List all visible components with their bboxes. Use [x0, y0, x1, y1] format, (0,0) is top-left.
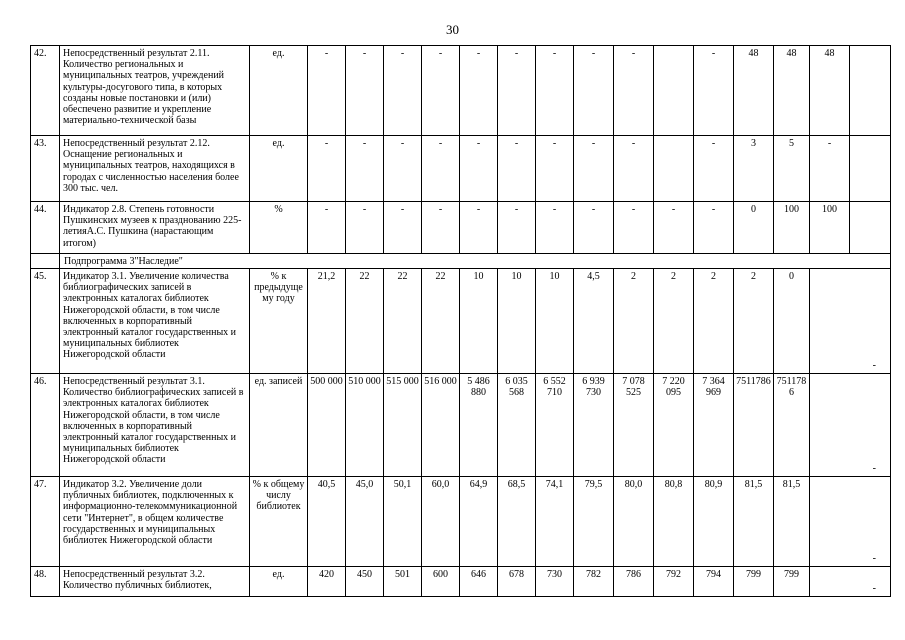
value-cell: -	[384, 202, 422, 254]
value-cell: 68,5	[498, 477, 536, 567]
row-number: 44.	[31, 202, 60, 254]
table-row	[31, 269, 891, 374]
row-number: 42.	[31, 46, 60, 136]
value-cell: -	[346, 136, 384, 202]
row-unit: % к общему числу библиотек	[250, 477, 308, 567]
value-cell: -	[346, 46, 384, 136]
table-row	[31, 567, 891, 597]
value-cell: -	[536, 46, 574, 136]
value-cell: -	[308, 202, 346, 254]
value-cell: 45,0	[346, 477, 384, 567]
value-cell: -	[460, 136, 498, 202]
table-row	[31, 477, 891, 567]
value-cell: 64,9	[460, 477, 498, 567]
value-cell: -	[694, 136, 734, 202]
value-cell: 600	[422, 567, 460, 597]
value-cell: 100	[810, 202, 850, 254]
value-cell: 516 000	[422, 374, 460, 477]
value-cell: -	[536, 202, 574, 254]
value-cell: 74,1	[536, 477, 574, 567]
row-unit: ед. записей	[250, 374, 308, 477]
table-row	[31, 374, 891, 477]
value-cell: 782	[574, 567, 614, 597]
value-cell: 678	[498, 567, 536, 597]
value-cell: -	[308, 46, 346, 136]
trailing-dash: -	[872, 359, 876, 371]
value-cell: 7511786	[734, 374, 774, 477]
row-unit: ед.	[250, 136, 308, 202]
value-cell	[654, 46, 694, 136]
value-cell: -	[614, 46, 654, 136]
trailing-dash: -	[872, 582, 876, 594]
value-cell: 7 078 525	[614, 374, 654, 477]
indicators-table	[30, 45, 891, 597]
value-cell	[654, 136, 694, 202]
value-cell: -	[694, 202, 734, 254]
value-cell: 40,5	[308, 477, 346, 567]
value-cell: 79,5	[574, 477, 614, 567]
value-cell: 799	[734, 567, 774, 597]
value-cell: -	[460, 46, 498, 136]
value-cell: 10	[460, 269, 498, 374]
value-cell: 6 035 568	[498, 374, 536, 477]
subprogram-empty	[31, 254, 60, 269]
value-cell: -	[614, 202, 654, 254]
value-cell: 22	[384, 269, 422, 374]
trailing-dash: -	[872, 462, 876, 474]
value-cell: 500 000	[308, 374, 346, 477]
value-cell: -	[498, 136, 536, 202]
value-cell: 2	[614, 269, 654, 374]
trailing-cell	[850, 46, 891, 136]
row-name: Непосредственный результат 3.2. Количество публичных библиотек,	[60, 567, 250, 597]
row-number: 46.	[31, 374, 60, 477]
value-cell: 7 364 969	[694, 374, 734, 477]
row-number: 43.	[31, 136, 60, 202]
value-cell: 2	[694, 269, 734, 374]
value-cell: 100	[774, 202, 810, 254]
value-cell: 48	[734, 46, 774, 136]
value-cell: 60,0	[422, 477, 460, 567]
value-cell: -	[346, 202, 384, 254]
row-name: Индикатор 3.2. Увеличение доли публичных библиотек, подключенных к информационно-телекоммуникационной сети "Интернет", в общем количестве государственных и муниципальных библиотек Нижегородской области	[60, 477, 250, 567]
trailing-cell	[810, 269, 891, 374]
page-number: 30	[446, 22, 459, 37]
value-cell: -	[574, 202, 614, 254]
subprogram-title: Подпрограмма 3"Наследие"	[60, 254, 891, 269]
table-row	[31, 202, 891, 254]
row-name: Непосредственный результат 3.1. Количество библиографических записей в электронных каталогах библиотек Нижегородской области, в том числе включенных в корпоративный электронный каталог государственных и муниципальных библиотек Нижегородской области	[60, 374, 250, 477]
row-name: Индикатор 3.1. Увеличение количества библиографических записей в электронных каталогах библиотек Нижегородской области, в том числе включенных в корпоративный электронный каталог государственных и муниципальных библиотек Нижегородской области	[60, 269, 250, 374]
value-cell: 21,2	[308, 269, 346, 374]
value-cell: 22	[422, 269, 460, 374]
value-cell: 80,9	[694, 477, 734, 567]
value-cell: 786	[614, 567, 654, 597]
value-cell: 3	[734, 136, 774, 202]
value-cell: 10	[536, 269, 574, 374]
trailing-dash: -	[872, 552, 876, 564]
trailing-cell	[810, 374, 891, 477]
value-cell: 7511786	[774, 374, 810, 477]
row-unit: ед.	[250, 567, 308, 597]
value-cell: 515 000	[384, 374, 422, 477]
row-unit: %	[250, 202, 308, 254]
row-number: 47.	[31, 477, 60, 567]
value-cell: -	[422, 46, 460, 136]
value-cell: 81,5	[734, 477, 774, 567]
value-cell: -	[422, 202, 460, 254]
value-cell: -	[308, 136, 346, 202]
value-cell: 2	[654, 269, 694, 374]
value-cell: 48	[774, 46, 810, 136]
value-cell: 6 939 730	[574, 374, 614, 477]
value-cell: -	[810, 136, 850, 202]
value-cell: -	[384, 136, 422, 202]
trailing-cell	[850, 136, 891, 202]
value-cell: 420	[308, 567, 346, 597]
value-cell: 510 000	[346, 374, 384, 477]
value-cell: 0	[774, 269, 810, 374]
row-name: Непосредственный результат 2.11. Количество региональных и муниципальных театров, учреждений культуры-досугового типа, в которых созданы новые постановки и (или) обеспечено развитие и укрепление материально-технической базы	[60, 46, 250, 136]
value-cell: -	[694, 46, 734, 136]
value-cell: 81,5	[774, 477, 810, 567]
value-cell: 6 552 710	[536, 374, 574, 477]
value-cell: 646	[460, 567, 498, 597]
row-name: Индикатор 2.8. Степень готовности Пушкинских музеев к празднованию 225-летияА.С. Пушкина (нарастающим итогом)	[60, 202, 250, 254]
value-cell: 50,1	[384, 477, 422, 567]
value-cell: -	[654, 202, 694, 254]
value-cell: 501	[384, 567, 422, 597]
row-number: 45.	[31, 269, 60, 374]
value-cell: -	[422, 136, 460, 202]
value-cell: -	[536, 136, 574, 202]
value-cell: 10	[498, 269, 536, 374]
value-cell: -	[384, 46, 422, 136]
trailing-cell	[810, 477, 891, 567]
trailing-cell	[810, 567, 891, 597]
subprogram-row	[31, 254, 891, 269]
value-cell: 80,0	[614, 477, 654, 567]
value-cell: -	[574, 46, 614, 136]
value-cell: 799	[774, 567, 810, 597]
value-cell: 2	[734, 269, 774, 374]
value-cell: 450	[346, 567, 384, 597]
value-cell: 0	[734, 202, 774, 254]
value-cell: -	[460, 202, 498, 254]
value-cell: 794	[694, 567, 734, 597]
value-cell: -	[498, 202, 536, 254]
row-name: Непосредственный результат 2.12. Оснащение региональных и муниципальных театров, находящихся в городах с численностью населения более 300 тыс. чел.	[60, 136, 250, 202]
value-cell: -	[574, 136, 614, 202]
table-row	[31, 46, 891, 136]
value-cell: 5 486 880	[460, 374, 498, 477]
value-cell: -	[614, 136, 654, 202]
value-cell: 48	[810, 46, 850, 136]
value-cell: 7 220 095	[654, 374, 694, 477]
row-number: 48.	[31, 567, 60, 597]
row-unit: ед.	[250, 46, 308, 136]
value-cell: 80,8	[654, 477, 694, 567]
value-cell: 22	[346, 269, 384, 374]
row-unit: % к предыдущему году	[250, 269, 308, 374]
value-cell: 5	[774, 136, 810, 202]
value-cell: 4,5	[574, 269, 614, 374]
value-cell: 792	[654, 567, 694, 597]
table-row	[31, 136, 891, 202]
value-cell: -	[498, 46, 536, 136]
trailing-cell	[850, 202, 891, 254]
value-cell: 730	[536, 567, 574, 597]
